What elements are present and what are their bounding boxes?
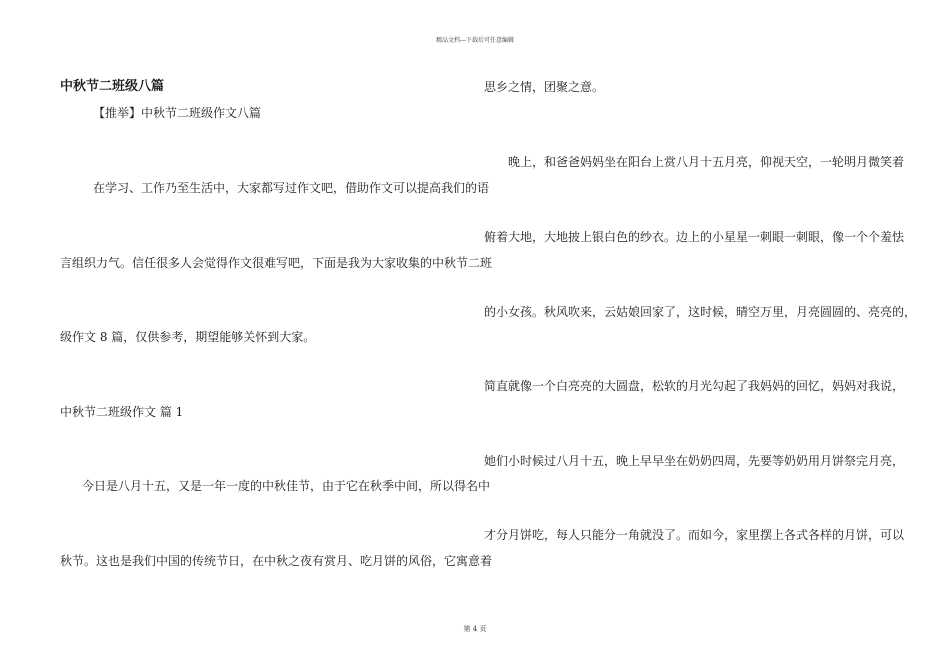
paragraph-line: 晚上，和爸爸妈妈坐在阳台上赏八月十五月亮，仰视天空，一轮明月微笑着 <box>508 155 905 169</box>
paragraph-line: 简直就像一个白亮亮的大圆盘，松软的月光勾起了我妈妈的回忆，妈妈对我说， <box>484 379 905 393</box>
paragraph-line: 她们小时候过八月十五，晚上早早坐在奶奶四周，先要等奶奶用月饼祭完月亮， <box>484 454 905 468</box>
paragraph-line: 在学习、工作乃至生活中，大家都写过作文吧，借助作文可以提高我们的语 <box>93 181 490 195</box>
document-subtitle: 【推举】中秋节二班级作文八篇 <box>93 106 262 120</box>
paragraph-line: 级作文 8 篇，仅供参考，期望能够关怀到大家。 <box>60 330 316 344</box>
paragraph-line: 秋节。这也是我们中国的传统节日，在中秋之夜有赏月、吃月饼的风俗，它寓意着 <box>60 554 493 568</box>
paragraph-line: 俯着大地，大地披上银白色的纱衣。边上的小星星一刺眼一刺眼，像一个个羞怯 <box>484 230 905 244</box>
section-heading: 中秋节二班级作文 篇 1 <box>60 405 184 419</box>
page-header: 精品文档---下载后可任意编辑 <box>435 37 515 44</box>
paragraph-line: 言组织力气。信任很多人会觉得作文很难写吧，下面是我为大家收集的中秋节二班 <box>60 256 493 270</box>
page-number: 第 4 页 <box>463 625 487 633</box>
paragraph-line: 的小女孩。秋风吹来，云姑娘回家了，这时候，晴空万里，月亮圆圆的、亮亮的， <box>484 305 917 319</box>
paragraph-line: 才分月饼吃，每人只能分一角就没了。而如今，家里摆上各式各样的月饼，可以 <box>484 528 905 542</box>
paragraph-line: 今日是八月十五，又是一年一度的中秋佳节，由于它在秋季中间，所以得名中 <box>82 479 491 493</box>
document-title: 中秋节二班级八篇 <box>60 79 165 94</box>
paragraph-line: 思乡之情，团聚之意。 <box>484 80 605 94</box>
